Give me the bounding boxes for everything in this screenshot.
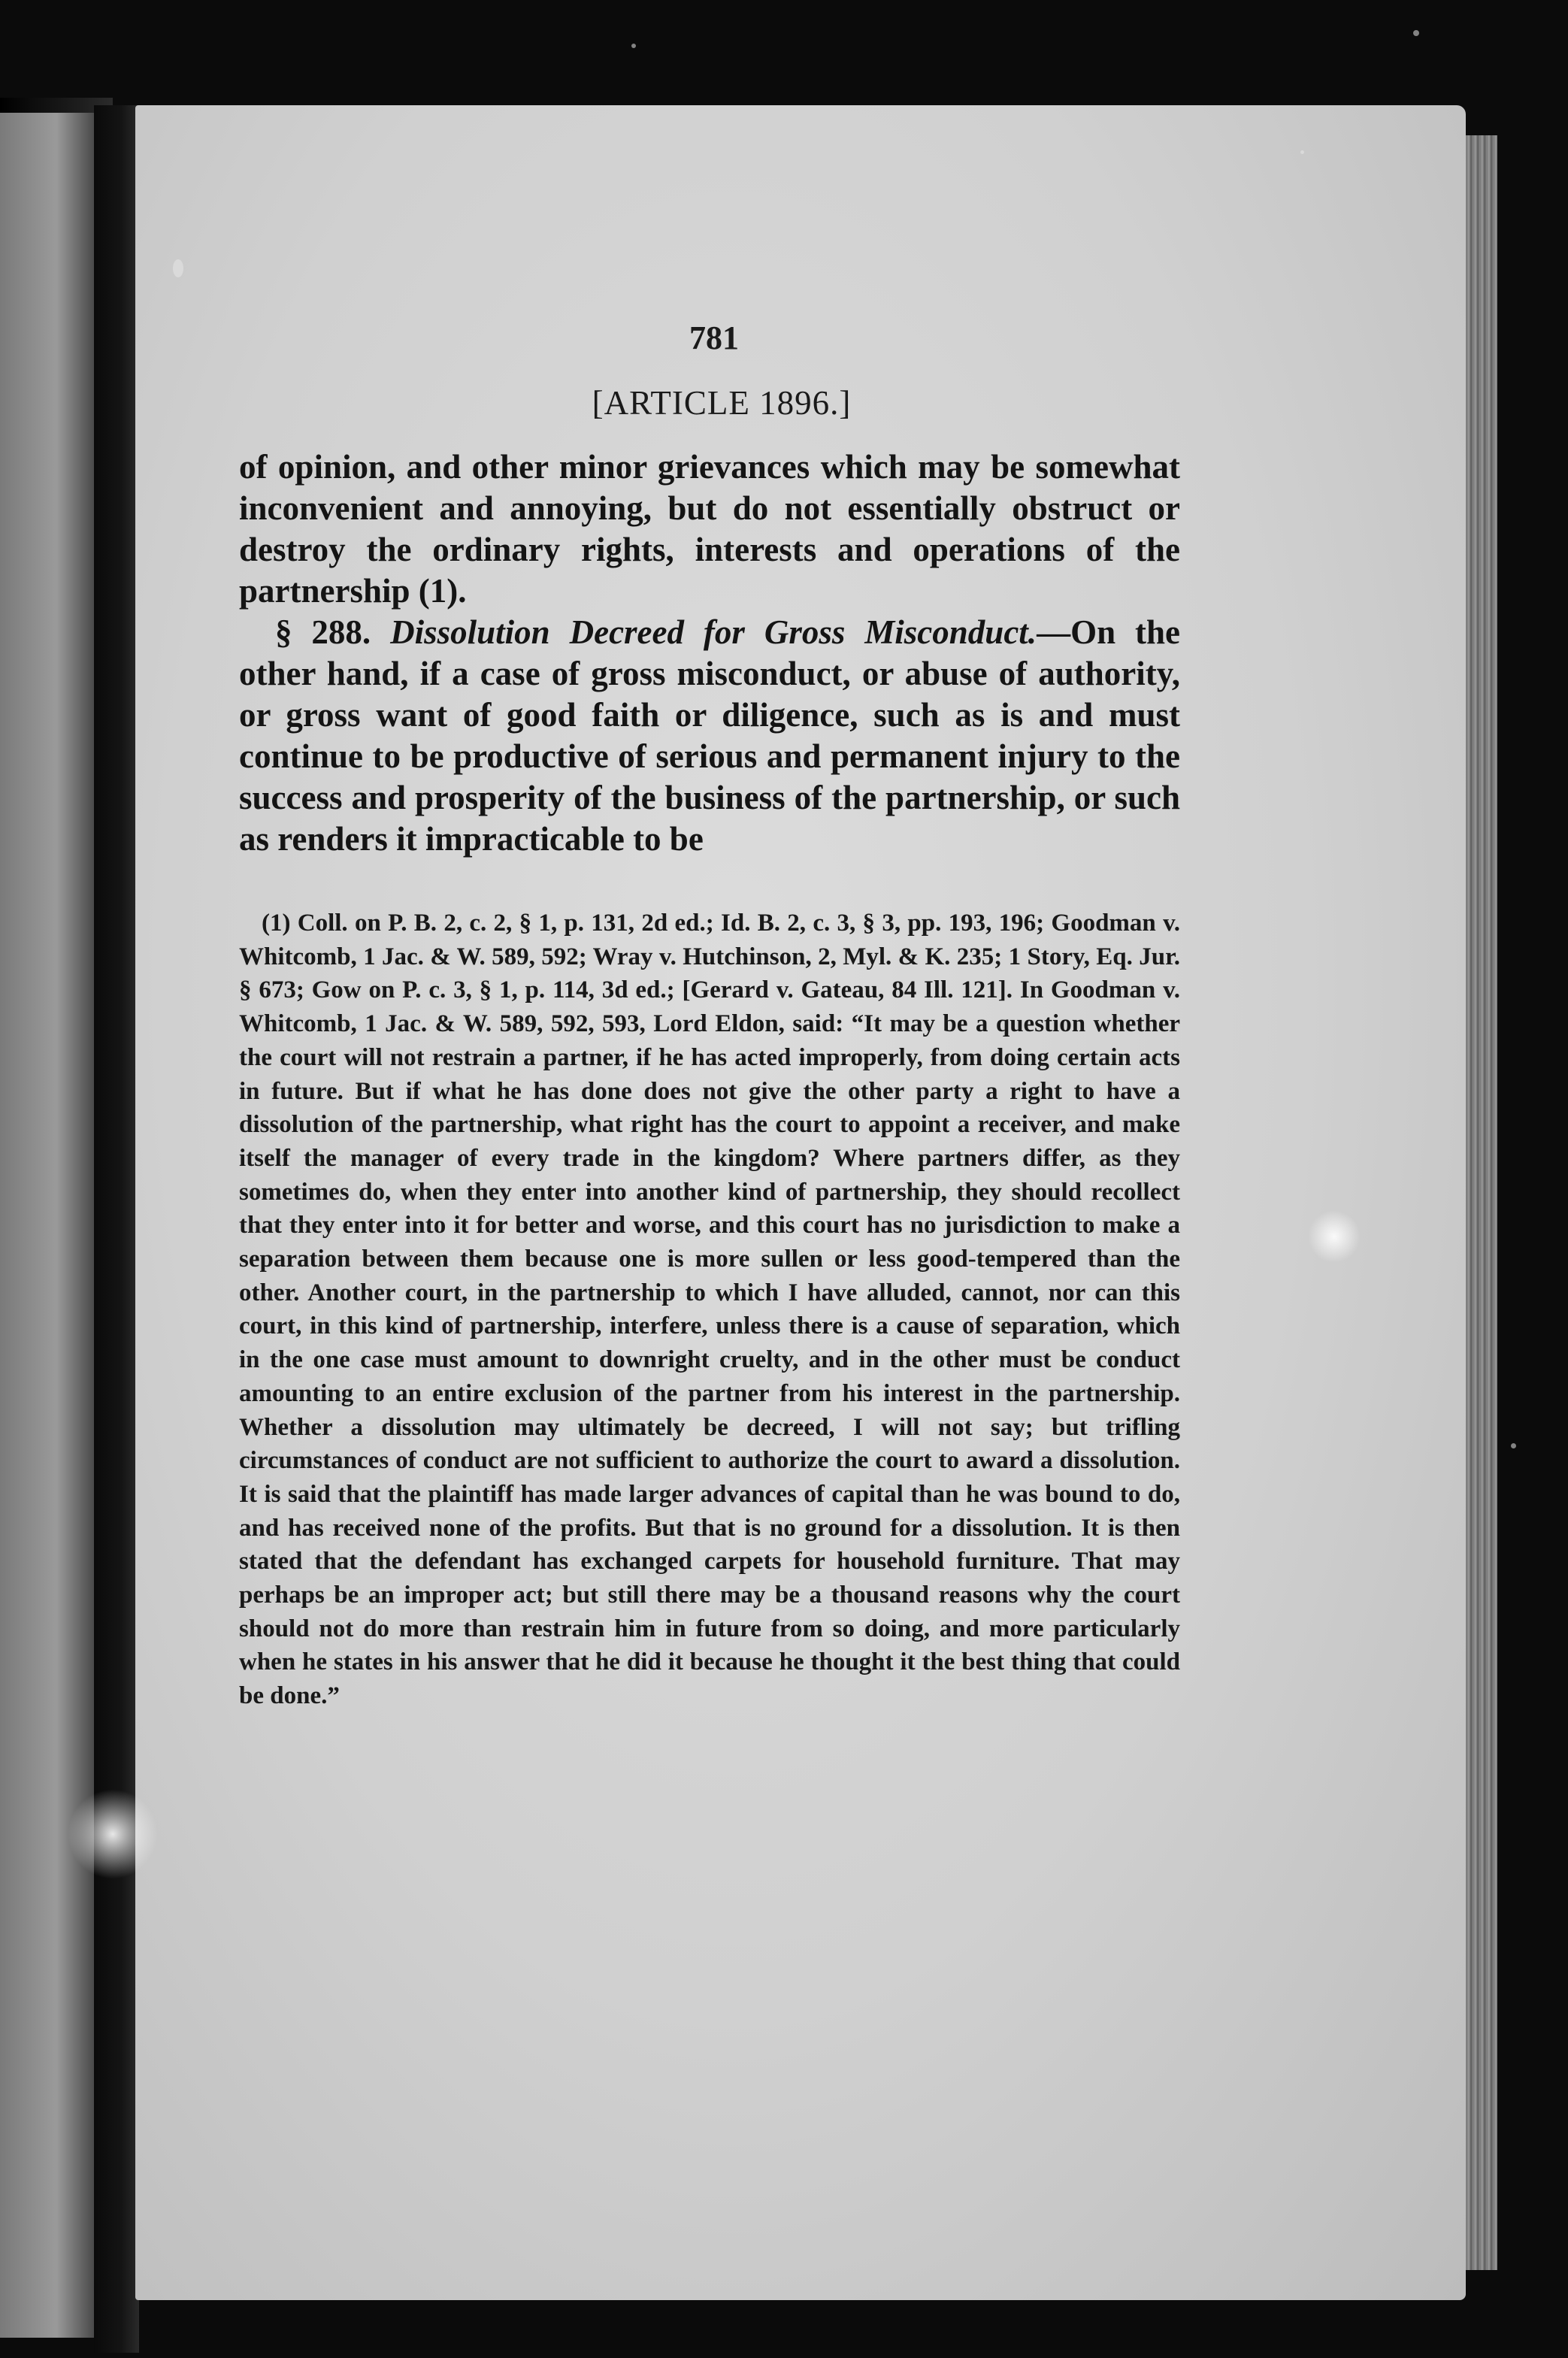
dust-speck — [173, 259, 183, 277]
section-number: § 288. — [275, 613, 371, 651]
running-head: [ARTICLE 1896.] — [592, 384, 852, 422]
section-heading: Dissolution Decreed for Gross Misconduct. — [390, 613, 1037, 651]
section-text: —On the other hand, if a case of gross misconduct, or abuse of authority, or gross want of good faith or diligence, such as is and must continue to be productive of serious and permanent injury to the success and prosperity of the business of the partnership, or such as renders it impracticable to be — [239, 613, 1180, 858]
continuation-paragraph: of opinion, and other minor grievances which may be somewhat inconvenient and annoying, but do not essentially obstruct or destroy the ordinary rights, interests and operations of the partnership (1). — [239, 448, 1180, 610]
light-blotch — [68, 1789, 158, 1879]
dust-speck — [631, 44, 636, 48]
book-gutter — [94, 105, 139, 2353]
light-blotch — [1308, 1210, 1361, 1263]
footnote-text: (1) Coll. on P. B. 2, c. 2, § 1, p. 131, 2d ed.; Id. B. 2, c. 3, § 3, pp. 193, 196; Goodman v. Whitcomb, 1 Jac. & W. 589, 592; Wray v. Hutchinson, 2, Myl. & K. 235; 1 Story, Eq. Jur. § 673; Gow on P. c. 3, § 1, p. 114, 3d ed.; [Gerard v. Gateau, 84 Ill. 121]. In Goodman v. Whitcomb, 1 Jac. & W. 589, 592, 593, Lord Eldon, said: “It may be a question whether the court will not restrain a partner, if he has acted improperly, from doing certain acts in future. But if what he has done does not give the other party a right to have a dissolution of the partnership, what right has the court to appoint a receiver, and make itself the manager of every trade in the kingdom? Where partners differ, as they sometimes do, when they enter into another kind of partnership, they should recollect that they enter into it for better and worse, and this court has no jurisdiction to make a separation between them because one is more sullen or less good-tempered than the other. Another court, in the partnership to which I have alluded, cannot, nor can this court, in this kind of partnership, interfere, unless there is a cause of separation, which in the one case must amount to downright cruelty, and in the other must be conduct amounting to an entire exclusion of the partner from his interest in the partnership. Whether a dissolution may ultimately be decreed, I will not say; but trifling circumstances of conduct are not sufficient to authorize the court to award a dissolution. It is said that the plaintiff has made larger advances of capital than he was bound to do, and has received none of the profits. But that is no ground for a dissolution. It is then stated that the defendant has exchanged carpets for household furniture. That may perhaps be an improper act; but still there may be a thousand reasons why the court should not do more than restrain him in future from so doing, and more particularly when he states in his answer that he did it because he thought it the best thing that could be done.” — [239, 910, 1180, 1710]
dust-speck — [1413, 30, 1419, 36]
dust-speck — [1511, 1443, 1516, 1448]
page-number: 781 — [689, 319, 739, 356]
facing-page-edge — [0, 113, 94, 2338]
dust-speck — [1300, 150, 1304, 154]
section-paragraph — [239, 612, 1180, 860]
body-text — [239, 446, 1180, 860]
footnote — [239, 907, 1180, 1713]
